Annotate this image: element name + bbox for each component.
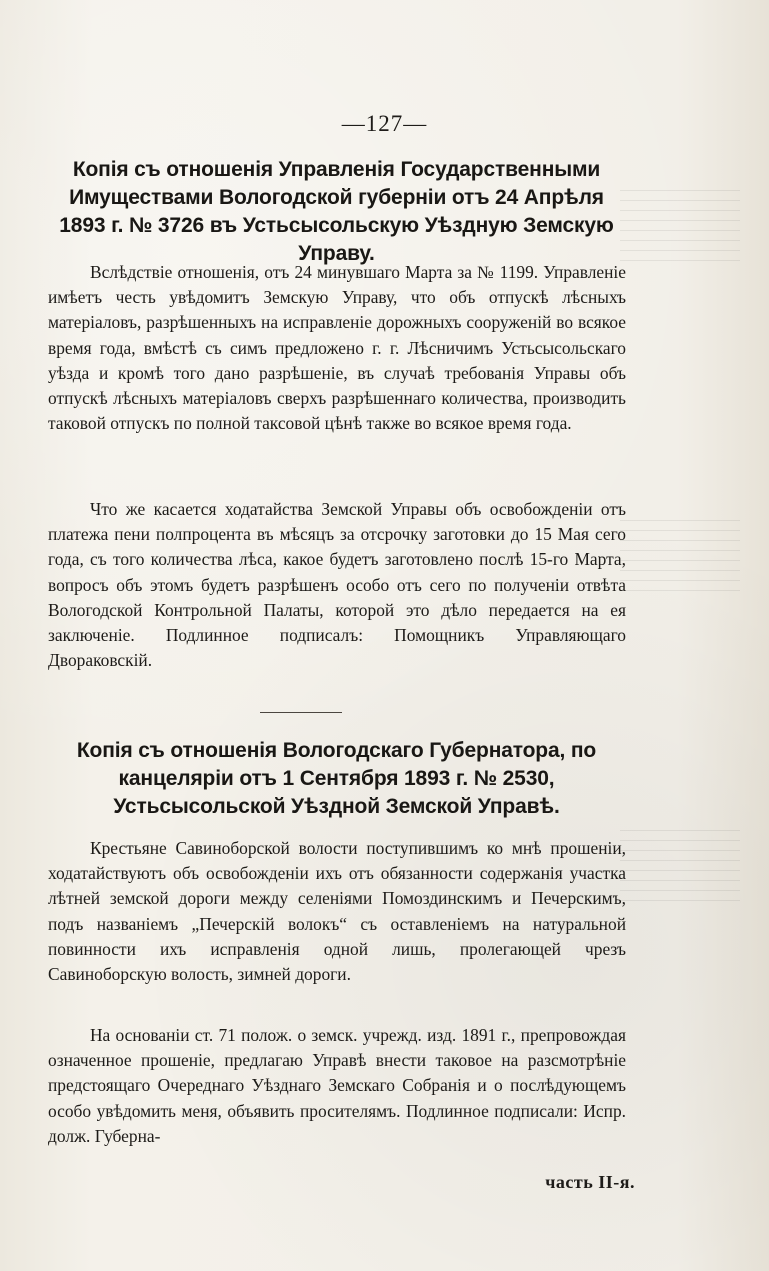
- section-title-2: Копія съ отношенія Вологодскаго Губернатора, по канцеляріи отъ 1 Сентября 1893 г. № 2530, Устьсысольской Уѣздной Земской Управѣ.: [76, 739, 597, 818]
- section-title-1: Копія съ отношенія Управленія Государственными Имуществами Вологодской губерніи отъ 24 Апрѣля 1893 г. № 3726 въ Устьсысольскую Уѣздную Земскую Управу.: [59, 158, 614, 265]
- section-2-paragraph-2: На основаніи ст. 71 полож. о земск. учрежд. изд. 1891 г., препровождая означенное прошеніе, предлагаю Управѣ внести таковое на разсмотрѣніе предстоящаго Очереднаго Уѣзднаго Земскаго Собранія и о послѣдующемъ особо увѣдомить меня, объявить просителямъ. Подлинное подписали: Испр. долж. Губерна-: [48, 1025, 626, 1146]
- section-2-paragraph-1: Крестьяне Савиноборской волости поступившимъ ко мнѣ прошеніи, ходатайствуютъ объ освобожденіи ихъ отъ обязанности содержанія участка лѣтней земской дороги между селеніями Помоздинскимъ и Печерскимъ, подъ названіемъ „Печерскій волокъ“ съ оставленіемъ на натуральной повинности ихъ исправленія одной лишь, пролегающей чрезъ Савиноборскую волость, зимней дороги.: [48, 838, 626, 985]
- bleed-through-texture: [620, 830, 740, 910]
- bleed-through-texture: [620, 520, 740, 600]
- section-1-paragraph-1: Вслѣдствіе отношенія, отъ 24 минувшаго Марта за № 1199. Управленіе имѣетъ честь увѣдомитъ Земскую Управу, что объ отпускѣ лѣсныхъ матеріаловъ, разрѣшенныхъ на исправленіе дорожныхъ сооруженій во всякое время года, вмѣстѣ съ симъ предложено г. г. Лѣсничимъ Устьсысольскаго уѣзда и кромѣ того дано разрѣшеніе, въ случаѣ требованія Управы объ отпускѣ лѣсныхъ матеріаловъ сверхъ разрѣшеннаго количества, производить таковой отпускъ по полной таксовой цѣнѣ также во всякое время года.: [48, 262, 626, 434]
- bleed-through-texture: [620, 190, 740, 270]
- section-1-paragraph-2: Что же касается ходатайства Земской Управы объ освобожденіи отъ платежа пени полпроцента въ мѣсяцъ за отсрочку заготовки до 15 Мая сего года, съ того количества лѣса, какое будетъ заготовлено послѣ 15-го Марта, вопросъ объ этомъ будетъ разрѣшенъ особо отъ сего по полученіи отвѣта Вологодской Контрольной Палаты, которой это дѣло передается на ея заключеніе. Подлинное подписалъ: Помощникъ Управляющаго Дворaковскій.: [48, 499, 626, 671]
- footer-signature: часть II-я.: [545, 1172, 635, 1192]
- page-number: —127—: [341, 111, 428, 136]
- section-divider: [260, 712, 342, 713]
